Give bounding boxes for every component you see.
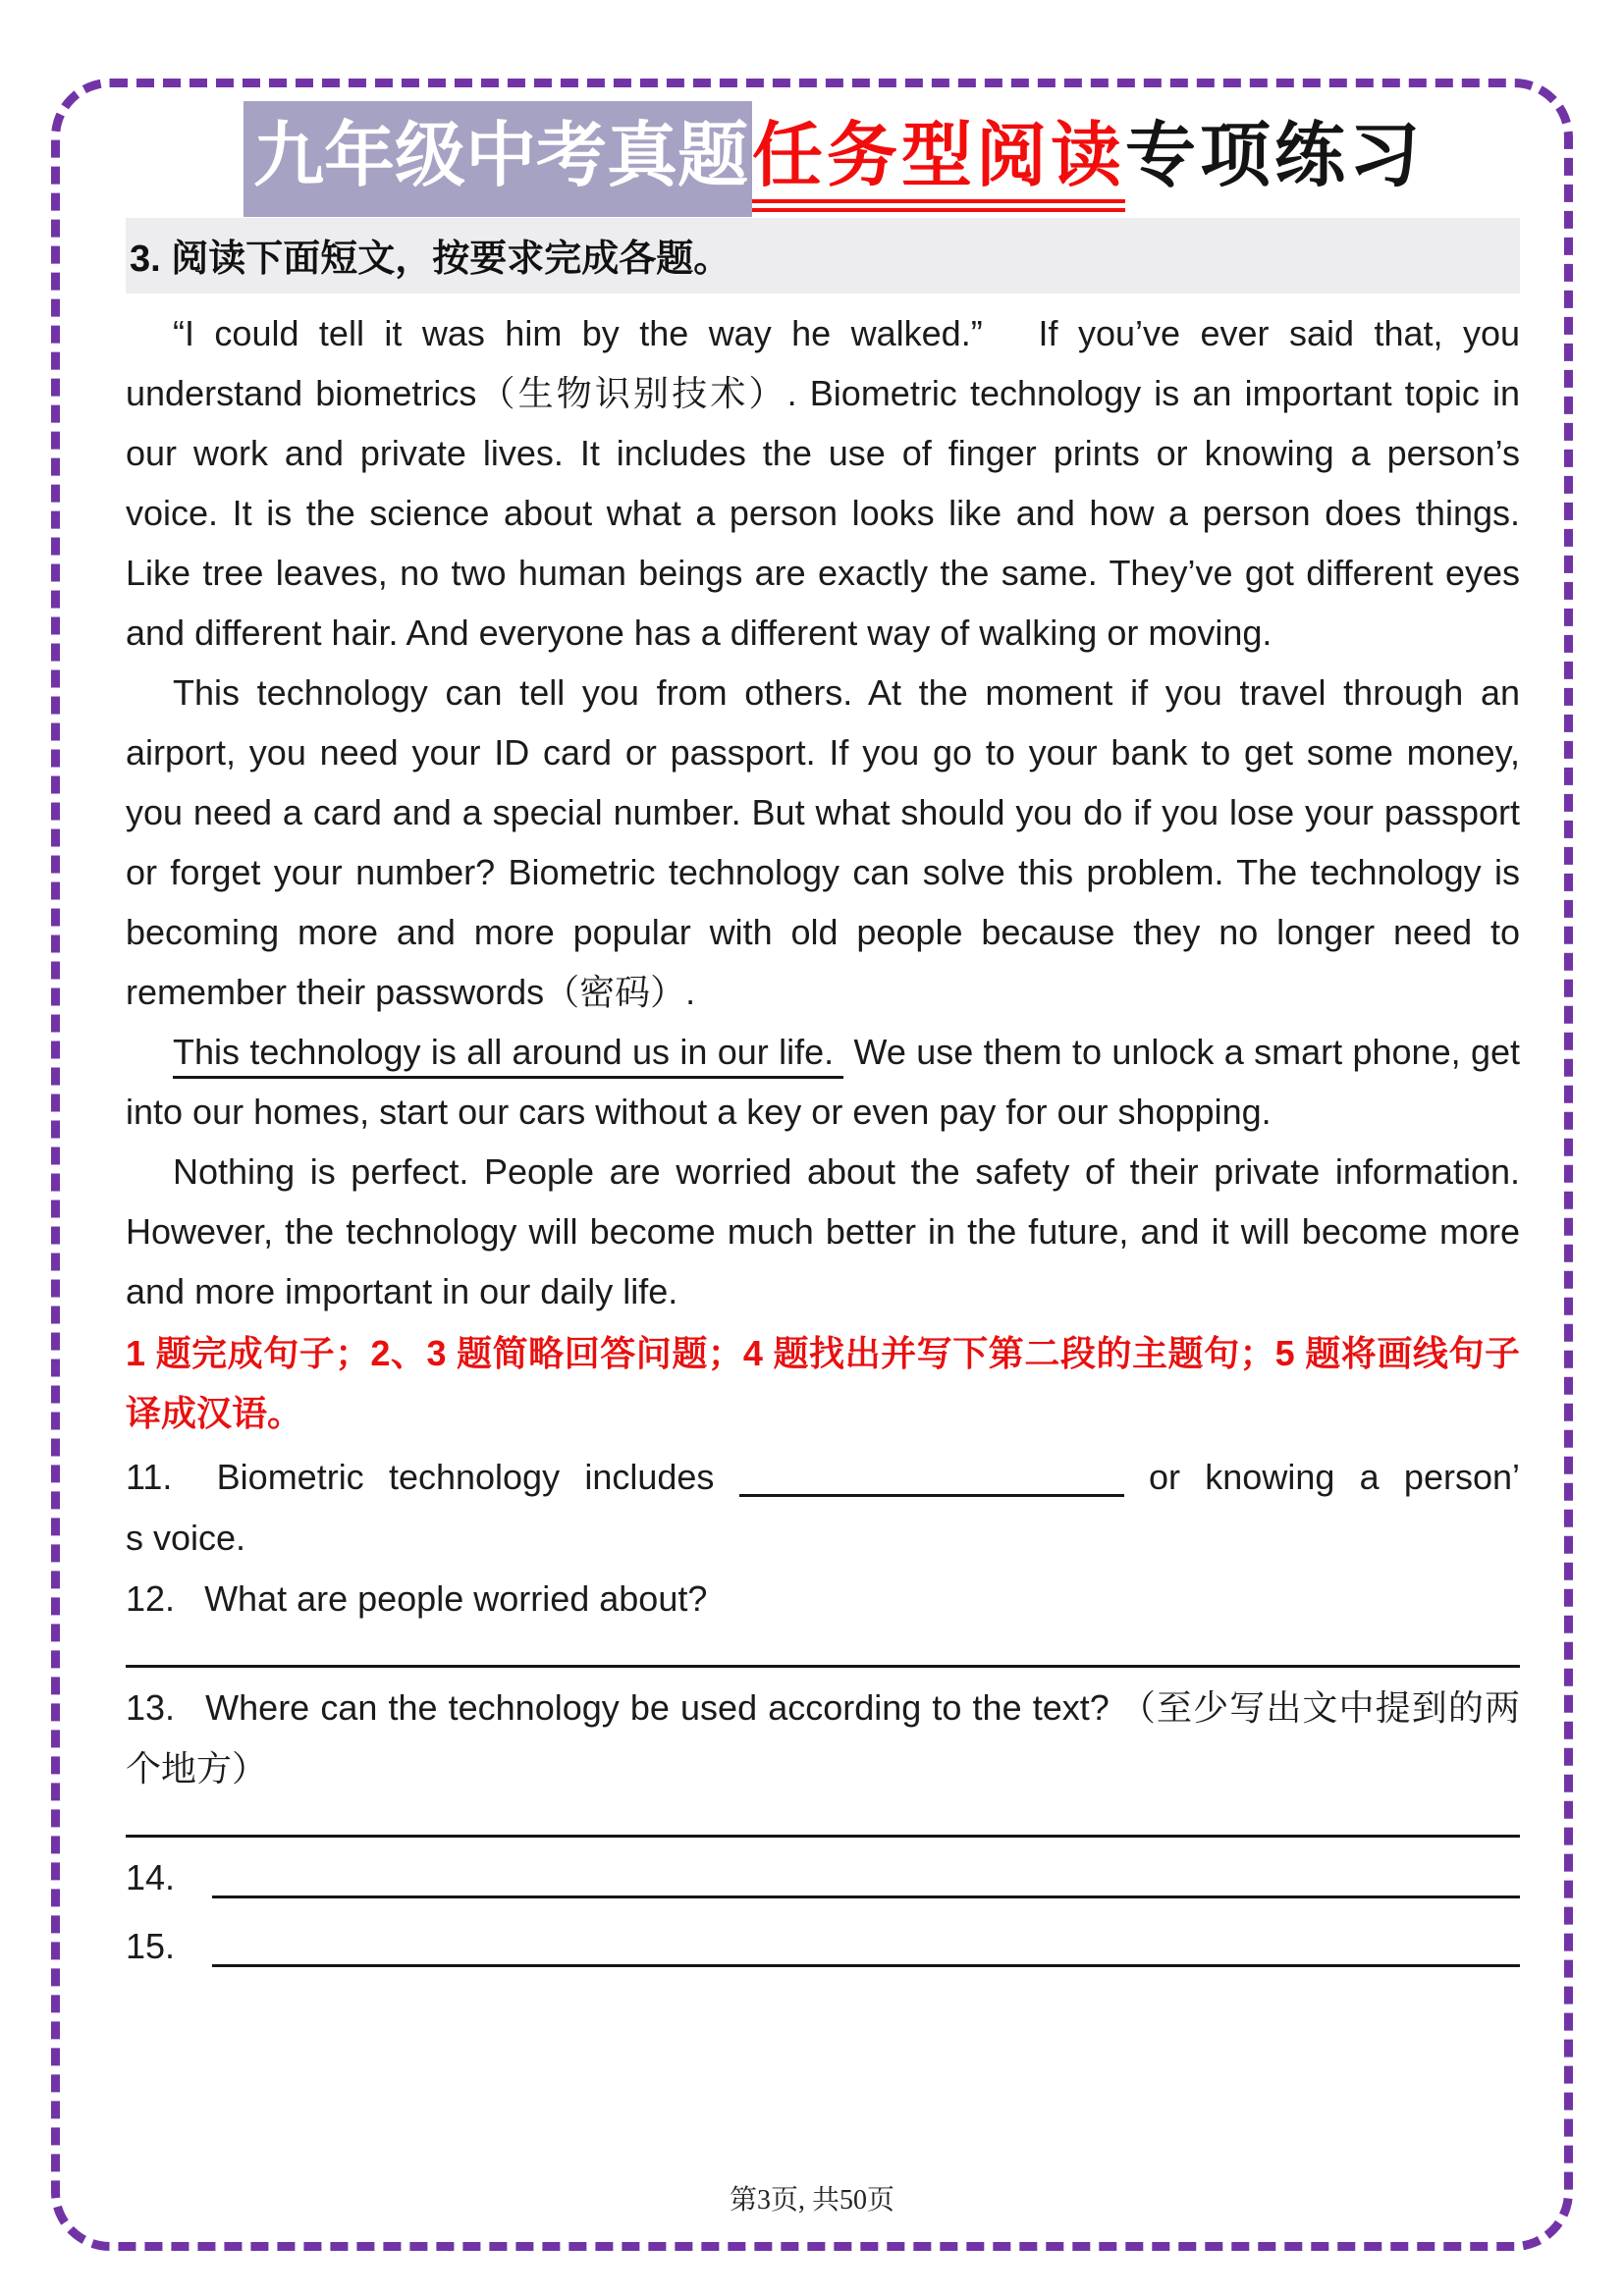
question-12 — [126, 1569, 1520, 1629]
passage-paragraph-2: This technology can tell you from others. At the moment if you travel through an airport, you need your ID card or passport. If you go to your bank to get some money, you need a card and a special number. But what should you do if you lose your passport or forget your number? Biometric technology can solve this problem. The technology is becoming more and more popular with old people because they no longer need to remember their passwords（密码）. — [126, 671, 1520, 1012]
question-13 — [126, 1678, 1520, 1799]
page-content — [126, 117, 1520, 1977]
title-red-underlined: 任务型阅读 — [752, 117, 1125, 212]
question-15-answer-line — [212, 1916, 1520, 1967]
question-14-answer-line — [212, 1847, 1520, 1898]
question-15-number: 15. — [126, 1925, 176, 1966]
task-instructions: 1 题完成句子；2、3 题简略回答问题；4 题找出并写下第二段的主题句；5 题将画线句子译成汉语。 — [126, 1332, 1520, 1433]
reading-passage — [126, 303, 1520, 1321]
question-11-text-after-blank: or knowing a person’ — [1149, 1456, 1520, 1497]
question-11-continuation: s voice. — [126, 1517, 246, 1558]
page-footer: 第3页, 共50页 — [729, 2185, 894, 2216]
question-13-text: Where can the technology be used according to the text? （至少写出文中提到的两个地方） — [126, 1686, 1520, 1789]
question-11-answer-blank — [739, 1494, 1124, 1497]
question-13-answer-line — [126, 1835, 1520, 1838]
passage-paragraph-4: Nothing is perfect. People are worried about the safety of their private information. However, the technology will become much better in the future, and it will become more and more important in our daily life. — [126, 1150, 1520, 1311]
title-suffix: 专项练习 — [1125, 117, 1425, 195]
question-12-answer-line — [126, 1665, 1520, 1668]
question-13-number: 13. — [126, 1686, 176, 1728]
question-11-number: 11. — [126, 1456, 173, 1497]
passage-paragraph-1: “I could tell it was him by the way he walked.” If you’ve ever said that, you understand biometrics（生物识别技术）. Biometric technology is an important topic in our work and private lives. It includes the use of finger prints or knowing a person’​s voice. It is the science about what a person looks like and how a person does things. Like tree leaves, no two human beings are exactly the same. They’ve got different eyes and different hair. And everyone has a different way of walking or moving. — [126, 312, 1520, 653]
question-11 — [126, 1447, 1520, 1508]
page-title — [244, 117, 1520, 195]
passage-paragraph-3-rest: We use them to unlock a smart phone, get into our homes, start our cars without a key or even pay for our shopping. — [126, 1031, 1520, 1132]
question-15 — [126, 1916, 1520, 1977]
question-14-number: 14. — [126, 1856, 176, 1897]
question-12-number: 12. — [126, 1577, 176, 1619]
underlined-sentence: This technology is all around us in our life. — [173, 1032, 843, 1079]
question-11-text-before-blank: Biometric technology includes — [216, 1456, 715, 1497]
question-12-text: What are people worried about? — [204, 1577, 708, 1619]
question-14 — [126, 1847, 1520, 1908]
section-heading: 3. 阅读下面短文，按要求完成各题。 — [126, 218, 1520, 294]
passage-paragraph-3 — [126, 1022, 1520, 1142]
title-highlight: 九年级中考真题 — [244, 101, 752, 217]
